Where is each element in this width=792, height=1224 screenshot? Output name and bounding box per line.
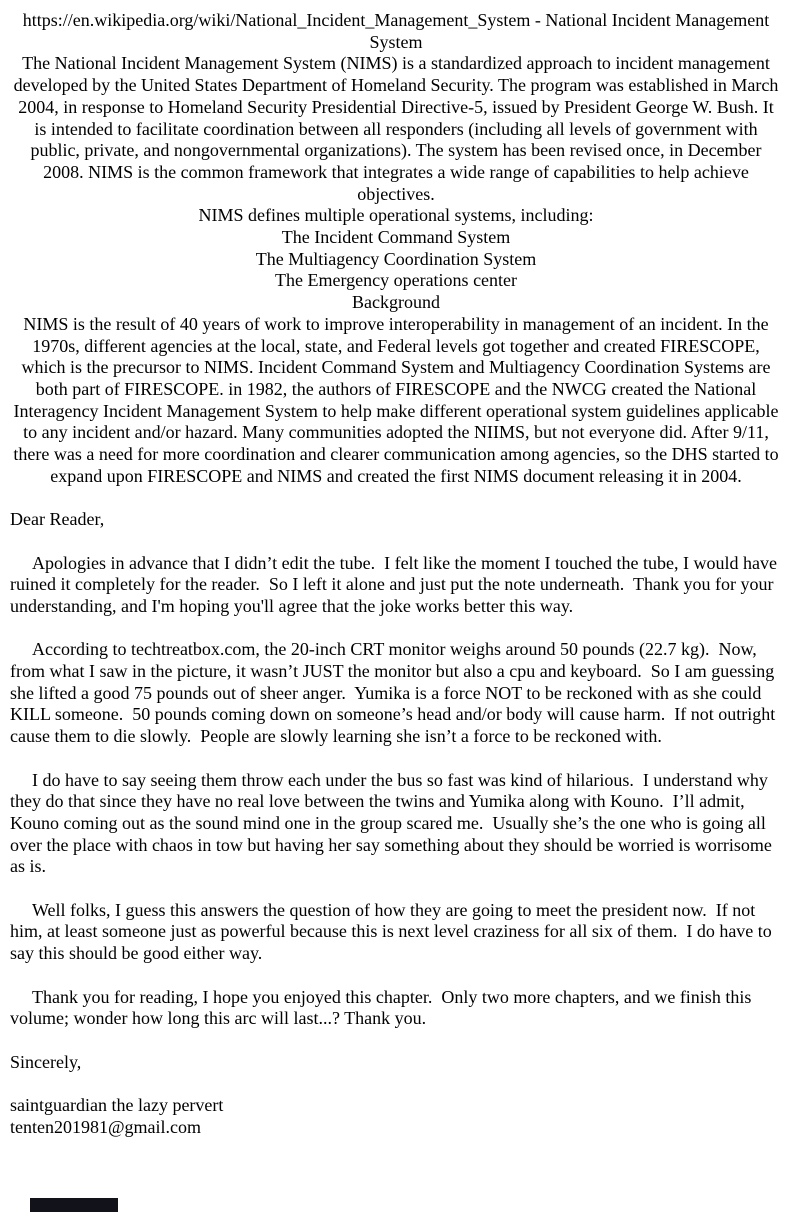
- wiki-summary: The National Incident Management System (NIMS) is a standardized approach to incident management developed by the United States Department of Homeland Security. The program was established in March 2004, in response to Homeland Security Presidential Directive-5, issued by President George W. Bush. It is intended to facilitate coordination between all responders (including all levels of government with public, private, and nongovernmental organizations). The system has been revised once, in December 2008. NIMS is the common framework that integrates a wide range of capabilities to help achieve objectives.: [13, 53, 779, 204]
- closing: Sincerely,: [10, 1051, 82, 1072]
- letter-paragraph-4: Well folks, I guess this answers the question of how they are going to meet the president now. If not him, at least someone just as powerful because this is next level craziness for all six of them. I do have to say this should be good either way.: [10, 899, 777, 964]
- background-heading: Background: [352, 292, 440, 313]
- footer-dark-bar: [30, 1198, 118, 1212]
- author-letter: [10, 509, 782, 1138]
- source-line: https://en.wikipedia.org/wiki/National_Incident_Management_System - National Incident Management System: [22, 10, 770, 52]
- system-item-eoc: The Emergency operations center: [274, 270, 518, 291]
- letter-paragraph-3: I do have to say seeing them throw each under the bus so fast was kind of hilarious. I understand why they do that since they have no real love between the twins and Yumika along with Kouno. I’ll admit, Kouno coming out as the sound mind one in the group scared me. Usually she’s the one who is going all over the place with chaos in tow but having her say something about they should be worried is worrisome as is.: [10, 769, 777, 877]
- system-item-ics: The Incident Command System: [281, 227, 511, 248]
- letter-paragraph-1: Apologies in advance that I didn’t edit the tube. I felt like the moment I touched the tube, I would have ruined it completely for the reader. So I left it alone and just put the note underneath. Thank you for your understanding, and I'm hoping you'll agree that the joke works better this way.: [10, 552, 782, 616]
- background-text: NIMS is the result of 40 years of work to improve interoperability in management of an incident. In the 1970s, different agencies at the local, state, and Federal levels got together and created FIRESCOPE, which is the precursor to NIMS. Incident Command System and Multiagency Coordination Systems are both part of FIRESCOPE. in 1982, the authors of FIRESCOPE and the NWCG created the National Interagency Incident Management System to help make different operational system guidelines applicable to any incident and/or hazard. Many communities adopted the NIIMS, but not everyone did. After 9/11, there was a need for more coordination and clearer communication among agencies, so the DHS started to expand upon FIRESCOPE and NIMS and created the first NIMS document releasing it in 2004.: [13, 313, 779, 486]
- signature-email: tenten201981@gmail.com: [10, 1116, 202, 1137]
- letter-paragraph-5: Thank you for reading, I hope you enjoyed this chapter. Only two more chapters, and we finish this volume; wonder how long this arc will last...? Thank you.: [10, 986, 756, 1029]
- system-item-macs: The Multiagency Coordination System: [255, 248, 537, 269]
- signature-name: saintguardian the lazy pervert: [10, 1095, 224, 1116]
- wiki-excerpt-block: [10, 10, 782, 487]
- letter-paragraph-2: According to techtreatbox.com, the 20-inch CRT monitor weighs around 50 pounds (22.7 kg). Now, from what I saw in the picture, it wasn’t JUST the monitor but also a cpu and keyboard. So I am guessing she lifted a good 75 pounds out of sheer anger. Yumika is a force NOT to be reckoned with as she could KILL someone. 50 pounds coming down on someone’s head and/or body will cause harm. If not outright cause them to die slowly. People are slowly learning she isn’t a force to be reckoned with.: [10, 639, 780, 747]
- salutation: Dear Reader,: [10, 509, 105, 530]
- systems-intro: NIMS defines multiple operational systems, including:: [198, 205, 594, 226]
